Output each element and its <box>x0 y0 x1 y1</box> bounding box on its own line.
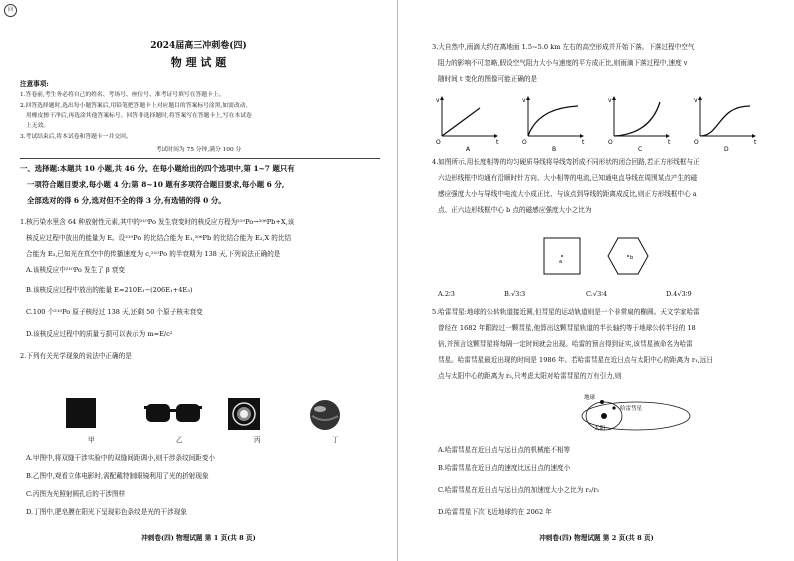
option-b: B.√3∶3 <box>504 290 526 298</box>
axis-label-t: t <box>668 139 671 146</box>
option-b: B.该核反应过程中放出的能量 E=210E₁−(206E₁+4E₃) <box>26 286 193 294</box>
curve-d <box>700 106 750 136</box>
option-c: C.丙图为光照射圆孔后的干涉图样 <box>26 490 126 498</box>
figure-caption: 丁 <box>332 436 339 444</box>
option-c: C.哈雷彗星在近日点与远日点的加速度大小之比为 r₂/r₁ <box>438 486 600 494</box>
question-text: 核反应过程中放出的能量为 E。设²¹⁰Po 的比结合能为 E₁,²⁰⁶Pb 的比结合能为 E₂,X 的比结 <box>26 234 292 242</box>
origin-label: O <box>436 139 441 146</box>
option-a: A.甲图中,将双缝干涉实验中的双缝间距调小,则干涉条纹间距变小 <box>26 454 216 462</box>
graph-label: A <box>466 146 471 152</box>
question-text: 感应强度大小与导线中电流大小成正比、与该点到导线的距离成反比,则正方形线框中心 a <box>438 190 697 198</box>
graph-d <box>694 97 757 152</box>
exam-subject: 物 理 试 题 <box>170 56 227 69</box>
option-d: D.丁图中,肥皂膜在阳光下呈现彩色条纹是光的干涉现象 <box>26 508 187 516</box>
section-instruction: 一、选择题:本题共 10 小题,共 46 分。在每小题给出的四个选项中,第 1~7 题只有 <box>20 164 295 173</box>
option-a: A.哈雷彗星在近日点与远日点的机械能不相等 <box>438 446 571 454</box>
graph-a <box>436 97 499 152</box>
question-text: 1.核污染水里含 64 种放射性元素,其中的²¹⁰Po 发生衰变时的核反应方程为²¹⁰Po→²⁰⁶Pb+X,该 <box>20 218 295 226</box>
orbit-diagram <box>564 386 694 442</box>
curve-b <box>528 106 578 136</box>
curve-c <box>614 102 660 136</box>
note-line: 上无效。 <box>26 123 50 129</box>
question-text: 六边形线框中均通有沿顺时针方向、大小相等的电流,已知通电直导线在周围某点产生的磁 <box>438 174 698 182</box>
origin-label: O <box>522 139 527 146</box>
option-b: B.乙图中,观看立体电影时,需配戴特制眼镜利用了光的折射现象 <box>26 472 209 480</box>
axis-label-t: t <box>496 139 499 146</box>
question-text: 合能为 E₃,已知光在真空中的传播速度为 c,²¹⁰Po 的半衰期为 138 天,下列说法正确的是 <box>26 250 281 258</box>
section-instruction: 全部选对的得 6 分,选对但不全的得 3 分,有选错的得 0 分。 <box>27 196 226 205</box>
question-text: 4.如图所示,用长度相等的均匀硬质导线将导线弯折成不同形状的闭合回路,若正方形线框与正 <box>432 158 700 166</box>
divider <box>20 158 380 159</box>
graph-b <box>522 97 585 152</box>
question-text: 随时间 t 变化的图像可能正确的是 <box>438 75 538 83</box>
option-d: D.哈雷彗星下次飞近地球约在 2062 年 <box>438 508 552 516</box>
option-c: C.100 个²¹⁰Po 原子核经过 138 天,还剩 50 个原子核未衰变 <box>26 308 203 316</box>
axis-label-v: v <box>522 97 526 104</box>
sun-icon <box>601 413 607 419</box>
note-line: 1.答卷前,考生务必将自己的姓名、考场号、座位号、准考证号填写在答题卡上。 <box>20 92 225 98</box>
exam-time: 考试时间为 75 分钟,满分 100 分 <box>155 147 242 153</box>
page-footer: 冲刺卷(四) 物理试题 第 1 页(共 8 页) <box>141 534 256 542</box>
note-line: 用橡皮擦干净后,再选涂其他答案标号。回答非选择题时,将答案写在答题卡上,写在本试卷 <box>26 113 252 119</box>
note-line: 3.考试结束后,将本试卷和答题卡一并交回。 <box>20 134 132 140</box>
axis-label-v: v <box>608 97 612 104</box>
question-text: 阻力的影响不可忽略,假设空气阻力大小与速度的平方成正比,则雨滴下落过程中,速度 v <box>438 59 688 67</box>
figure-caption: 甲 <box>88 436 95 444</box>
question-text: 倍,并预言这颗彗星将每隔一定时间就会出现。哈雷的预言得到证实,该彗星被命名为哈雷 <box>438 340 693 348</box>
question-text: 曾经在 1682 年跟踪过一颗彗星,他算出这颗彗星轨道的半长轴约等于地球公转半径的 18 <box>438 324 696 332</box>
graph-c <box>608 97 671 152</box>
origin-label: O <box>608 139 613 146</box>
question-text: 2.下列有关光学现象的说法中正确的是 <box>20 352 132 360</box>
origin-label: O <box>694 139 699 146</box>
point-a-label: a <box>559 259 563 265</box>
exam-title: 2024届高三冲刺卷(四) <box>150 41 247 51</box>
question-text: 点、正六边形线框中心 b 点的磁感应强度大小之比为 <box>438 206 592 214</box>
figure-caption: 乙 <box>176 436 183 444</box>
3d-glasses-icon <box>144 398 202 428</box>
axis-label-v: v <box>694 97 698 104</box>
page-2 <box>397 0 794 561</box>
earth-icon <box>600 400 604 404</box>
page-footer: 冲刺卷(四) 物理试题 第 2 页(共 8 页) <box>539 534 654 542</box>
comet-label: 哈雷彗星 <box>620 406 643 412</box>
question-text: 3.大自然中,雨滴大约在离地面 1.5~5.0 km 左右的高空形成并开始下落。下落过程中空气 <box>432 43 695 51</box>
graph-label: B <box>552 146 557 152</box>
graph-label: D <box>724 146 729 152</box>
sun-label: 太阳 <box>594 426 606 432</box>
earth-label: 地球 <box>584 395 596 401</box>
curve-a <box>442 108 480 136</box>
option-b: B.哈雷彗星在近日点的速度比远日点的速度小 <box>438 464 571 472</box>
comet-icon <box>612 406 615 409</box>
diffraction-rings-icon <box>228 398 260 430</box>
publisher-logo: 回 <box>4 4 17 17</box>
figure-caption: 丙 <box>254 436 261 444</box>
option-d: D.4√3∶9 <box>666 290 692 298</box>
question-text: 5.哈雷彗星:地球的公转轨道接近圆,但彗星的运动轨道则是一个非常扁的椭圆。天文学家哈雷 <box>432 308 700 316</box>
axis-label-t: t <box>582 139 585 146</box>
notes-heading: 注意事项: <box>20 80 49 88</box>
axis-label-t: t <box>754 139 757 146</box>
note-line: 2.回答选择题时,选出每小题答案后,用铅笔把答题卡上对应题目的答案标号涂黑,如需改动, <box>20 103 248 109</box>
velocity-time-graphs <box>434 94 764 152</box>
soap-bubble-icon <box>308 398 342 432</box>
fringe-pattern-image <box>66 398 96 428</box>
point-b-label: b <box>630 255 634 261</box>
axis-label-v: v <box>436 97 440 104</box>
question-text: 彗星。哈雷彗星最近出现的时间是 1986 年。若哈雷彗星在近日点与太阳中心的距离为 r₁,远日 <box>438 356 713 364</box>
option-d: D.该核反应过程中的质量亏损可以表示为 m=E/c² <box>26 330 173 338</box>
loop-figures <box>538 232 668 280</box>
option-a: A.该核反应中²¹⁰Po 发生了 β 衰变 <box>26 266 125 274</box>
graph-label: C <box>638 146 643 152</box>
option-a: A.2∶3 <box>438 290 455 298</box>
section-instruction: 一项符合题目要求,每小题 4 分;第 8~10 题有多项符合题目要求,每小题 6 分, <box>27 180 285 189</box>
question-text: 点与太阳中心的距离为 r₂,只考虑太阳对哈雷彗星的万有引力,则 <box>438 372 622 380</box>
option-c: C.√3∶4 <box>586 290 608 298</box>
